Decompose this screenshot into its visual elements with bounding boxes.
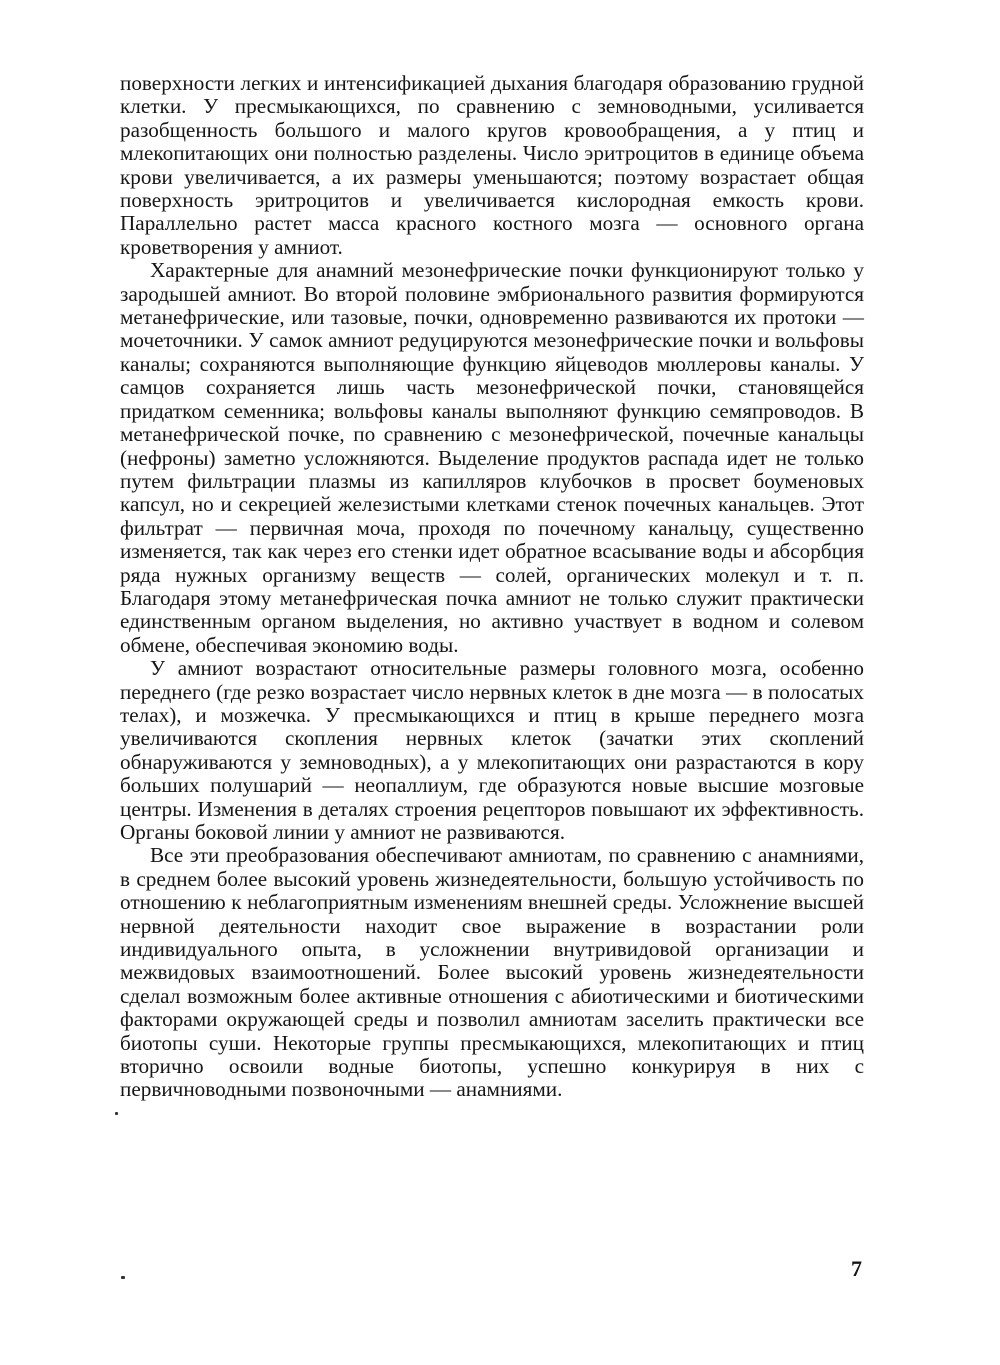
page-number: 7 xyxy=(851,1256,862,1281)
print-speck xyxy=(115,1112,118,1115)
paragraph-continuation: поверхности легких и интенсификацией дыхания благодаря образованию грудной клетки. У пресмыкающихся, по сравнению с земноводными, усиливается разобщенность большого и малого кругов кровообращения, а у птиц и млекопитающих они полностью разделены. Число эритроцитов в единице объема крови увеличивается, а их размеры уменьшаются; поэтому возрастает общая поверхность эритроцитов и увеличивается кислородная емкость крови. Параллельно растет масса красного костного мозга — основного органа кроветворения у амниот. xyxy=(120,71,864,259)
paragraph-kidneys: Характерные для анамний мезонефрические почки функционируют только у зародышей амниот. Во второй половине эмбрионального развития формируются метанефрические, или тазовые, почки, одновременно развиваются их протоки — мочеточники. У самок амниот редуцируются мезонефрические почки и вольфовы каналы; сохраняются выполняющие функцию яйцеводов мюллеровы каналы. У самцов сохраняется лишь часть мезонефрической почки, становящейся придатком семенника; вольфовы каналы выполняют функцию семяпроводов. В метанефрической почке, по сравнению с мезонефрической, почечные канальцы (нефроны) заметно усложняются. Выделение продуктов распада идет не только путем фильтрации плазмы из капилляров клубочков в просвет боуменовых капсул, но и секрецией железистыми клетками стенок почечных канальцев. Этот фильтрат — первичная моча, проходя по почечному канальцу, существенно изменяется, так как через его стенки идет обратное всасывание воды и абсорбция ряда нужных организму веществ — солей, органических молекул и т. п. Благодаря этому метанефрическая почка амниот не только служит практически единственным органом выделения, но активно участвует в водном и солевом обмене, обеспечивая экономию воды. xyxy=(120,258,864,657)
body-text xyxy=(120,72,864,1102)
paragraph-brain: У амниот возрастают относительные размеры головного мозга, особенно переднего (где резко возрастает число нервных клеток в дне мозга — в полосатых телах), и мозжечка. У пресмыкающихся и птиц в крыше переднего мозга увеличиваются скопления нервных клеток (зачатки этих скоплений обнаруживаются у земноводных), а у млекопитающих они разрастаются в кору больших полушарий — неопаллиум, где образуются новые высшие мозговые центры. Изменения в деталях строения рецепторов повышают их эффективность. Органы боковой линии у амниот не развиваются. xyxy=(120,656,864,844)
paragraph-conclusion: Все эти преобразования обеспечивают амниотам, по сравнению с анамниями, в среднем более высокий уровень жизнедеятельности, большую устойчивость по отношению к неблагоприятным изменениям внешней среды. Усложнение высшей нервной деятельности находит свое выражение в возрастании роли индивидуального опыта, в усложнении внутривидовой организации и межвидовых взаимоотношений. Более высокий уровень жизнедеятельности сделал возможным более активные отношения с абиотическими и биотическими факторами окружающей среды и позволил амниотам заселить практически все биотопы суши. Некоторые группы пресмыкающихся, млекопитающих и птиц вторично освоили водные биотопы, успешно конкурируя в них с первичноводными позвоночными — анамниями. xyxy=(120,843,864,1102)
print-speck xyxy=(121,1276,125,1279)
